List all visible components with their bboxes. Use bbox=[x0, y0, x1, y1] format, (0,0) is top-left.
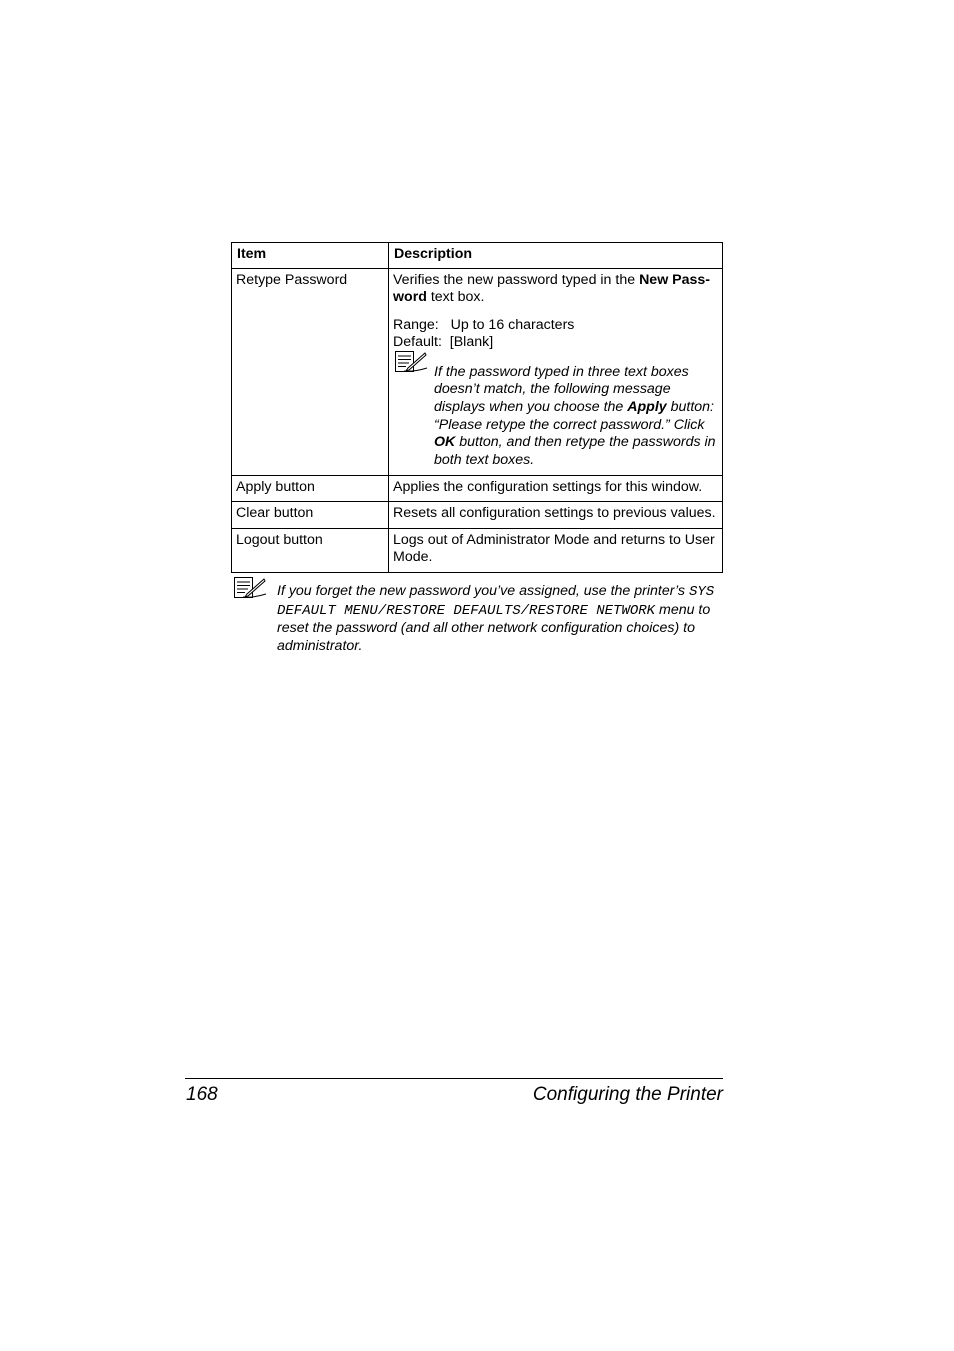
table-header-row bbox=[232, 243, 723, 269]
description-cell: Applies the configuration settings for this window. bbox=[389, 475, 723, 502]
cell-note bbox=[393, 364, 718, 470]
table-row bbox=[232, 528, 723, 572]
note-bold-text: Apply bbox=[627, 398, 667, 415]
chapter-title: Configuring the Printer bbox=[532, 1084, 723, 1105]
table-row bbox=[232, 268, 723, 475]
description-cell bbox=[389, 268, 723, 475]
default-line: Default: [Blank] bbox=[393, 334, 494, 350]
footer-divider bbox=[185, 1078, 723, 1079]
page-note bbox=[277, 583, 723, 656]
item-cell: Retype Password bbox=[232, 268, 389, 475]
item-cell: Clear button bbox=[232, 502, 389, 529]
column-header-description: Description bbox=[389, 243, 723, 269]
item-cell: Apply button bbox=[232, 475, 389, 502]
note-bold-text: OK bbox=[434, 434, 456, 451]
note-text: button, and then retype the passwords in both text boxes. bbox=[434, 434, 716, 469]
desc-bold-text: New Pass- bbox=[639, 271, 711, 288]
menu-path-text: SYS DEFAULT MENU/RESTORE DEFAULTS/RESTORE NETWORK bbox=[277, 584, 715, 619]
table-row bbox=[232, 475, 723, 502]
desc-text: Verifies the new password typed in the bbox=[393, 271, 640, 288]
settings-table bbox=[231, 242, 723, 573]
note-pencil-icon bbox=[394, 350, 428, 380]
note-pencil-icon bbox=[233, 576, 267, 605]
page-number: 168 bbox=[186, 1084, 218, 1105]
desc-text: text box. bbox=[426, 289, 485, 305]
desc-bold-text: word bbox=[393, 289, 427, 305]
table-row bbox=[232, 502, 723, 529]
description-cell: Logs out of Administrator Mode and returns to User Mode. bbox=[389, 528, 723, 572]
description-cell: Resets all configuration settings to previous values. bbox=[389, 502, 723, 529]
range-line: Range: Up to 16 characters bbox=[393, 316, 575, 333]
item-cell: Logout button bbox=[232, 528, 389, 572]
note-text: If you forget the new password you’ve assigned, use the printer’s bbox=[277, 583, 689, 599]
column-header-item: Item bbox=[232, 243, 389, 269]
note-text: menu to reset the password (and all other network configuration choices) to administrator. bbox=[277, 601, 711, 655]
note-text: If the password typed in three text boxes doesn’t match, the following message displays when you choose the bbox=[434, 363, 689, 415]
note-text: button: “Please retype the correct password.” Click bbox=[434, 398, 714, 433]
description-text bbox=[393, 272, 718, 307]
